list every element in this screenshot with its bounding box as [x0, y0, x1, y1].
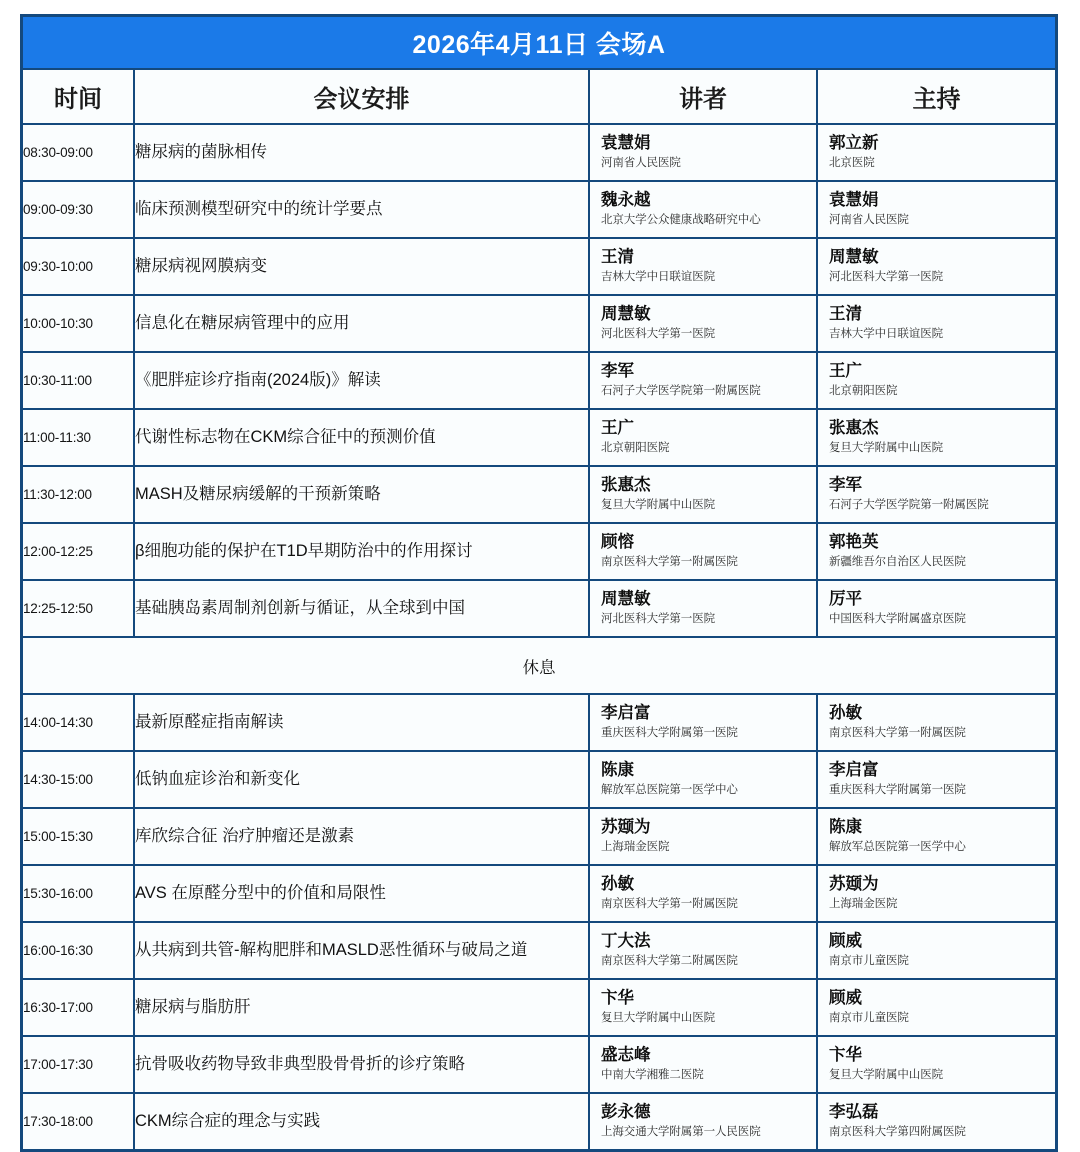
session-speaker-cell — [589, 124, 817, 181]
session-chair-cell — [817, 295, 1055, 352]
session-chair-cell — [817, 580, 1055, 637]
session-topic: 代谢性标志物在CKM综合征中的预测价值 — [134, 409, 589, 466]
table-row — [23, 409, 1055, 466]
chair-name: 厉平 — [829, 590, 862, 609]
chair-affiliation: 石河子大学医学院第一附属医院 — [829, 498, 989, 511]
chair-name: 卞华 — [829, 1046, 862, 1065]
session-speaker-cell — [589, 1036, 817, 1093]
session-chair-cell — [817, 694, 1055, 751]
chair-affiliation: 北京医院 — [829, 156, 875, 169]
session-topic: 信息化在糖尿病管理中的应用 — [134, 295, 589, 352]
speaker-name: 魏永越 — [601, 191, 651, 210]
speaker-block — [590, 245, 816, 287]
chair-name: 顾威 — [829, 989, 862, 1008]
speaker-name: 孙敏 — [601, 875, 634, 894]
chair-name: 顾威 — [829, 932, 862, 951]
chair-block — [818, 986, 1055, 1028]
session-time: 16:30-17:00 — [23, 979, 134, 1036]
speaker-name: 王广 — [601, 419, 634, 438]
chair-name: 郭艳英 — [829, 533, 879, 552]
chair-affiliation: 重庆医科大学附属第一医院 — [829, 783, 966, 796]
session-topic: 《肥胖症诊疗指南(2024版)》解读 — [134, 352, 589, 409]
speaker-affiliation: 石河子大学医学院第一附属医院 — [601, 384, 761, 397]
session-chair-cell — [817, 751, 1055, 808]
speaker-block — [590, 701, 816, 743]
table-row — [23, 694, 1055, 751]
session-chair-cell — [817, 922, 1055, 979]
speaker-name: 袁慧娟 — [601, 134, 651, 153]
chair-block — [818, 530, 1055, 572]
session-speaker-cell — [589, 694, 817, 751]
speaker-affiliation: 南京医科大学第一附属医院 — [601, 555, 738, 568]
session-chair-cell — [817, 1036, 1055, 1093]
session-speaker-cell — [589, 409, 817, 466]
speaker-affiliation: 北京大学公众健康战略研究中心 — [601, 213, 761, 226]
session-chair-cell — [817, 181, 1055, 238]
chair-block — [818, 188, 1055, 230]
speaker-name: 李军 — [601, 362, 634, 381]
session-speaker-cell — [589, 808, 817, 865]
chair-affiliation: 南京医科大学第四附属医院 — [829, 1125, 966, 1138]
table-body — [23, 124, 1055, 1149]
chair-block — [818, 473, 1055, 515]
chair-name: 李启富 — [829, 761, 879, 780]
session-topic: 糖尿病与脂肪肝 — [134, 979, 589, 1036]
table-row — [23, 580, 1055, 637]
session-time: 17:00-17:30 — [23, 1036, 134, 1093]
speaker-affiliation: 复旦大学附属中山医院 — [601, 498, 715, 511]
speaker-name: 卞华 — [601, 989, 634, 1008]
session-topic: 糖尿病的菌脉相传 — [134, 124, 589, 181]
chair-name: 李弘磊 — [829, 1103, 879, 1122]
chair-affiliation: 复旦大学附属中山医院 — [829, 1068, 943, 1081]
chair-block — [818, 587, 1055, 629]
session-topic: β细胞功能的保护在T1D早期防治中的作用探讨 — [134, 523, 589, 580]
session-speaker-cell — [589, 922, 817, 979]
speaker-name: 周慧敏 — [601, 590, 651, 609]
chair-name: 周慧敏 — [829, 248, 879, 267]
session-chair-cell — [817, 466, 1055, 523]
speaker-block — [590, 929, 816, 971]
table-row — [23, 922, 1055, 979]
speaker-name: 苏颋为 — [601, 818, 651, 837]
speaker-block — [590, 1043, 816, 1085]
session-time: 09:30-10:00 — [23, 238, 134, 295]
session-speaker-cell — [589, 181, 817, 238]
table-row — [23, 523, 1055, 580]
column-header-time: 时间 — [23, 69, 134, 124]
speaker-block — [590, 473, 816, 515]
session-time: 12:25-12:50 — [23, 580, 134, 637]
session-topic: 抗骨吸收药物导致非典型股骨骨折的诊疗策略 — [134, 1036, 589, 1093]
session-time: 15:30-16:00 — [23, 865, 134, 922]
session-chair-cell — [817, 409, 1055, 466]
chair-name: 李军 — [829, 476, 862, 495]
chair-affiliation: 复旦大学附属中山医院 — [829, 441, 943, 454]
session-speaker-cell — [589, 295, 817, 352]
break-label: 休息 — [23, 637, 1055, 694]
chair-block — [818, 701, 1055, 743]
table-row — [23, 124, 1055, 181]
chair-affiliation: 新疆维吾尔自治区人民医院 — [829, 555, 966, 568]
speaker-block — [590, 1100, 816, 1142]
speaker-block — [590, 758, 816, 800]
chair-affiliation: 河北医科大学第一医院 — [829, 270, 943, 283]
speaker-name: 李启富 — [601, 704, 651, 723]
chair-affiliation: 上海瑞金医院 — [829, 897, 898, 910]
session-topic: 临床预测模型研究中的统计学要点 — [134, 181, 589, 238]
table-row — [23, 979, 1055, 1036]
chair-block — [818, 815, 1055, 857]
speaker-affiliation: 河北医科大学第一医院 — [601, 327, 715, 340]
session-topic: 低钠血症诊治和新变化 — [134, 751, 589, 808]
session-time: 11:30-12:00 — [23, 466, 134, 523]
speaker-block — [590, 986, 816, 1028]
chair-affiliation: 中国医科大学附属盛京医院 — [829, 612, 966, 625]
chair-name: 陈康 — [829, 818, 862, 837]
session-chair-cell — [817, 238, 1055, 295]
chair-affiliation: 解放军总医院第一医学中心 — [829, 840, 966, 853]
session-chair-cell — [817, 523, 1055, 580]
chair-name: 苏颋为 — [829, 875, 879, 894]
session-topic: 库欣综合征 治疗肿瘤还是激素 — [134, 808, 589, 865]
chair-name: 王清 — [829, 305, 862, 324]
schedule-table — [23, 17, 1055, 1149]
session-speaker-cell — [589, 523, 817, 580]
title-banner-row — [23, 17, 1055, 69]
table-row — [23, 352, 1055, 409]
column-header-topic: 会议安排 — [134, 69, 589, 124]
speaker-affiliation: 河北医科大学第一医院 — [601, 612, 715, 625]
column-header-speaker: 讲者 — [589, 69, 817, 124]
chair-name: 张惠杰 — [829, 419, 879, 438]
table-row — [23, 865, 1055, 922]
session-speaker-cell — [589, 466, 817, 523]
schedule-title: 2026年4月11日 会场A — [23, 17, 1055, 69]
chair-block — [818, 131, 1055, 173]
speaker-block — [590, 359, 816, 401]
speaker-affiliation: 吉林大学中日联谊医院 — [601, 270, 715, 283]
chair-affiliation: 河南省人民医院 — [829, 213, 909, 226]
session-topic: 最新原醛症指南解读 — [134, 694, 589, 751]
chair-block — [818, 416, 1055, 458]
speaker-block — [590, 416, 816, 458]
speaker-block — [590, 530, 816, 572]
session-time: 14:00-14:30 — [23, 694, 134, 751]
break-row — [23, 637, 1055, 694]
speaker-block — [590, 188, 816, 230]
session-topic: 从共病到共管-解构肥胖和MASLD恶性循环与破局之道 — [134, 922, 589, 979]
speaker-affiliation: 南京医科大学第二附属医院 — [601, 954, 738, 967]
chair-name: 王广 — [829, 362, 862, 381]
session-speaker-cell — [589, 352, 817, 409]
session-chair-cell — [817, 865, 1055, 922]
session-speaker-cell — [589, 238, 817, 295]
chair-block — [818, 359, 1055, 401]
speaker-affiliation: 重庆医科大学附属第一医院 — [601, 726, 738, 739]
speaker-name: 陈康 — [601, 761, 634, 780]
speaker-block — [590, 302, 816, 344]
chair-block — [818, 758, 1055, 800]
table-row — [23, 808, 1055, 865]
chair-block — [818, 302, 1055, 344]
speaker-name: 张惠杰 — [601, 476, 651, 495]
speaker-block — [590, 815, 816, 857]
session-time: 11:00-11:30 — [23, 409, 134, 466]
speaker-name: 彭永德 — [601, 1103, 651, 1122]
chair-affiliation: 南京市儿童医院 — [829, 1011, 909, 1024]
speaker-block — [590, 131, 816, 173]
chair-block — [818, 929, 1055, 971]
table-row — [23, 466, 1055, 523]
session-time: 10:00-10:30 — [23, 295, 134, 352]
speaker-block — [590, 587, 816, 629]
chair-affiliation: 南京医科大学第一附属医院 — [829, 726, 966, 739]
table-row — [23, 751, 1055, 808]
table-row — [23, 1093, 1055, 1149]
speaker-name: 盛志峰 — [601, 1046, 651, 1065]
session-time: 10:30-11:00 — [23, 352, 134, 409]
session-speaker-cell — [589, 979, 817, 1036]
table-header — [23, 17, 1055, 124]
speaker-affiliation: 上海瑞金医院 — [601, 840, 670, 853]
session-speaker-cell — [589, 751, 817, 808]
session-topic: CKM综合症的理念与实践 — [134, 1093, 589, 1149]
chair-block — [818, 872, 1055, 914]
chair-affiliation: 吉林大学中日联谊医院 — [829, 327, 943, 340]
table-row — [23, 238, 1055, 295]
table-row — [23, 1036, 1055, 1093]
session-time: 12:00-12:25 — [23, 523, 134, 580]
speaker-affiliation: 河南省人民医院 — [601, 156, 681, 169]
speaker-affiliation: 上海交通大学附属第一人民医院 — [601, 1125, 761, 1138]
column-header-chair: 主持 — [817, 69, 1055, 124]
chair-affiliation: 南京市儿童医院 — [829, 954, 909, 967]
session-time: 15:00-15:30 — [23, 808, 134, 865]
session-chair-cell — [817, 1093, 1055, 1149]
speaker-affiliation: 解放军总医院第一医学中心 — [601, 783, 738, 796]
session-chair-cell — [817, 808, 1055, 865]
chair-block — [818, 1043, 1055, 1085]
session-topic: 基础胰岛素周制剂创新与循证，从全球到中国 — [134, 580, 589, 637]
session-chair-cell — [817, 124, 1055, 181]
speaker-block — [590, 872, 816, 914]
session-time: 08:30-09:00 — [23, 124, 134, 181]
session-topic: MASH及糖尿病缓解的干预新策略 — [134, 466, 589, 523]
speaker-affiliation: 北京朝阳医院 — [601, 441, 670, 454]
session-chair-cell — [817, 979, 1055, 1036]
session-speaker-cell — [589, 865, 817, 922]
session-chair-cell — [817, 352, 1055, 409]
chair-block — [818, 1100, 1055, 1142]
session-time: 17:30-18:00 — [23, 1093, 134, 1149]
column-header-row — [23, 69, 1055, 124]
chair-name: 郭立新 — [829, 134, 879, 153]
speaker-affiliation: 南京医科大学第一附属医院 — [601, 897, 738, 910]
chair-block — [818, 245, 1055, 287]
chair-name: 袁慧娟 — [829, 191, 879, 210]
chair-name: 孙敏 — [829, 704, 862, 723]
session-time: 14:30-15:00 — [23, 751, 134, 808]
speaker-affiliation: 复旦大学附属中山医院 — [601, 1011, 715, 1024]
speaker-affiliation: 中南大学湘雅二医院 — [601, 1068, 704, 1081]
session-speaker-cell — [589, 580, 817, 637]
table-row — [23, 181, 1055, 238]
speaker-name: 顾愹 — [601, 533, 634, 552]
session-topic: 糖尿病视网膜病变 — [134, 238, 589, 295]
conference-schedule-table — [20, 14, 1058, 1152]
session-time: 09:00-09:30 — [23, 181, 134, 238]
speaker-name: 王清 — [601, 248, 634, 267]
table-row — [23, 295, 1055, 352]
session-time: 16:00-16:30 — [23, 922, 134, 979]
session-topic: AVS 在原醛分型中的价值和局限性 — [134, 865, 589, 922]
speaker-name: 丁大法 — [601, 932, 651, 951]
chair-affiliation: 北京朝阳医院 — [829, 384, 898, 397]
speaker-name: 周慧敏 — [601, 305, 651, 324]
session-speaker-cell — [589, 1093, 817, 1149]
